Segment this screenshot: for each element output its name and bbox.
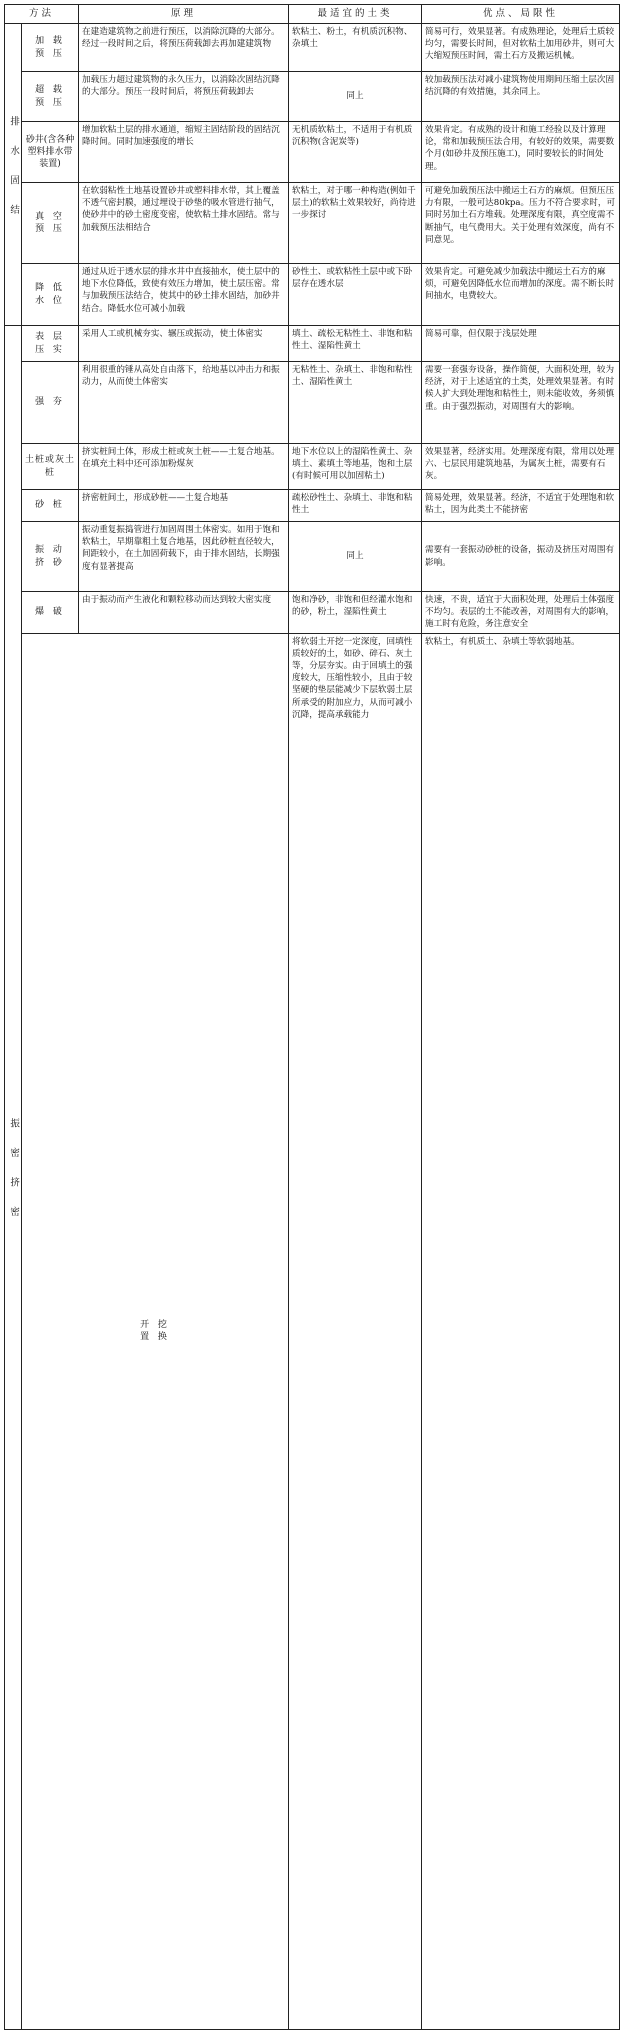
principle-cell: 在软弱粘性土地基设置砂井或塑料排水带，其上覆盖不透气密封膜，通过埋设于砂垫的吸水管进行抽气，使砂井中的砂土密度变密，使软粘土排水固结。常与加载预压法相结合 [79, 183, 289, 264]
method-cell [22, 24, 79, 72]
method-cell [22, 633, 289, 2029]
method-name-bottom: 预 压 [35, 48, 65, 59]
soil-cell: 软粘土，有机质土、杂填土等软弱地基。 [422, 633, 620, 2029]
method-name-top: 降 低 [35, 283, 65, 294]
table-row [5, 72, 620, 122]
method-name-bottom: 挤 砂 [35, 557, 65, 568]
method-name-top: 爆 破 [35, 607, 65, 618]
soil-cell: 填土、疏松无粘性土、非饱和粘性土、湿陷性黄土 [289, 326, 422, 362]
table-row [5, 522, 620, 592]
soil-cell: 地下水位以上的湿陷性黄土、杂填土、素填土等地基，饱和土层(有时候可用以加固粘土) [289, 444, 422, 490]
foundation-treatment-table [4, 4, 620, 2030]
table-row [5, 264, 620, 326]
header-row [5, 5, 620, 24]
principle-cell: 挤实桩间土体，形成土桩或灰土桩——土复合地基。在填充土料中还可添加粉煤灰 [79, 444, 289, 490]
merits-cell: 简易可行，效果显著。有成熟理论，处理后土质较均匀，需要长时间，但对软粘土加用砂井，则可大大缩短预压时间，需土石方及搬运机械。 [422, 24, 620, 72]
principle-cell: 采用人工或机械夯实、辗压或振动，使土体密实 [79, 326, 289, 362]
principle-cell: 由于振动而产生液化和颗粒移动而达到较大密实度 [79, 592, 289, 634]
merits-cell: 快速，不贵，适宜于大面积处理，处理后土体强度不均匀。表层的土不能改善，对周围有大的影响，施工时有危险，务注意安全 [422, 592, 620, 634]
principle-cell: 在建造建筑物之前进行预压，以消除沉降的大部分。经过一段时间之后，将预压荷载卸去再加建建筑物 [79, 24, 289, 72]
method-name-top: 砂井(含各种塑料排水带装置) [25, 134, 75, 170]
principle-cell: 振动重复振捣管进行加固周围土体密实。如用于饱和软粘土，早期靠粗土复合地基，因此砂桩直径较大，间距较小，在土加固荷载下，由于排水固结，长期强度有显著提高 [79, 522, 289, 592]
table-row [5, 444, 620, 490]
method-cell [22, 592, 79, 634]
merits-cell: 效果肯定。有成熟的设计和施工经验以及计算理论，常和加载预压法合用，有较好的效果，需要数个月(如砂井及预压施工)，同时要较长的时间处理。 [422, 122, 620, 183]
soil-cell: 软粘土、粉土，有机质沉积物、杂填土 [289, 24, 422, 72]
method-name-bottom: 预 压 [35, 224, 65, 234]
method-cell [22, 183, 79, 264]
table-row [5, 592, 620, 634]
principle-cell: 加载压力超过建筑物的永久压力，以消除次固结沉降的大部分。预压一段时间后，将预压荷载卸去 [79, 72, 289, 122]
method-name-top: 真 空 [35, 211, 65, 222]
merits-cell: 可避免加载预压法中搬运土石方的麻烦。但预压压力有限，一般可达80kpa。压力不符合要求时，可同时另加土石方堆载。处理深度有限，真空度需不断抽气，电气费用大。关于处理有效深度，尚有不同意见。 [422, 183, 620, 264]
table-row [5, 122, 620, 183]
method-name-top: 振 动 [35, 545, 65, 556]
table-row [5, 183, 620, 264]
group-label-drainage: 排水固结 [5, 24, 22, 326]
merits-cell: 需要有一套振动砂桩的设备，振动及挤压对周围有影响。 [422, 522, 620, 592]
header-method: 方法 [5, 5, 79, 24]
principle-cell: 通过从近于透水层的排水井中直接抽水，使土层中的地下水位降低，致使有效压力增加，使土层压密。常与加载预压法结合，使其中的砂土排水固结，加砂井结合。降低水位可减小加载 [79, 264, 289, 326]
method-name-top: 加 载 [35, 36, 65, 47]
soil-cell: 同上 [289, 522, 422, 592]
method-cell [22, 522, 79, 592]
soil-cell: 同上 [289, 72, 422, 122]
method-cell [22, 326, 79, 362]
table-row [5, 362, 620, 444]
merits-cell: 较加载预压法对减小建筑物使用期间压缩土层次固结沉降的有效措施，其余同上。 [422, 72, 620, 122]
method-name-bottom: 压 实 [35, 344, 65, 355]
merits-cell: 效果肯定。可避免减少加载法中搬运土石方的麻烦，可避免因降低水位而增加的深度。需不断长时间抽水，电费较大。 [422, 264, 620, 326]
soil-cell: 疏松砂性土、杂填土、非饱和粘性土 [289, 490, 422, 522]
header-soil: 最适宜的土类 [289, 5, 422, 24]
method-name-top: 土桩或灰土桩 [25, 455, 76, 478]
soil-cell: 软粘土，对于哪一种构造(例如千层土)的软粘土效果较好，尚待进一步探讨 [289, 183, 422, 264]
principle-cell: 利用很重的锤从高处自由落下，给地基以冲击力和振动力，从而使土体密实 [79, 362, 289, 444]
group-label-compaction: 振密挤密 [5, 326, 22, 2030]
method-cell [22, 122, 79, 183]
method-name-top: 超 载 [35, 85, 65, 96]
header-merits: 优点、局限性 [422, 5, 620, 24]
soil-cell: 无机质软粘土，不适用于有机质沉积物(含泥炭等) [289, 122, 422, 183]
method-name-top: 强 夯 [35, 397, 65, 408]
merits-cell: 效果显著，经济实用。处理深度有限，常用以处理六、七层民用建筑地基，为属灰土桩，需要有石灰。 [422, 444, 620, 490]
method-cell [22, 362, 79, 444]
table-row [5, 490, 620, 522]
principle-cell: 挤密桩间土，形成砂桩——土复合地基 [79, 490, 289, 522]
header-principle: 原理 [79, 5, 289, 24]
method-name-bottom: 水 位 [35, 295, 65, 306]
merits-cell: 简易处理，效果显著。经济，不适宜于处理饱和软粘土，因为此类土不能挤密 [422, 490, 620, 522]
table-row [5, 633, 620, 2029]
method-cell [22, 444, 79, 490]
method-name-top: 砂 桩 [35, 500, 65, 511]
soil-cell: 无粘性土、杂填土、非饱和粘性土、湿陷性黄土 [289, 362, 422, 444]
table-row [5, 24, 620, 72]
method-name-bottom: 预 压 [35, 97, 65, 108]
method-cell [22, 490, 79, 522]
soil-cell: 饱和净砂，非饱和但经灌水饱和的砂，粉土，湿陷性黄土 [289, 592, 422, 634]
principle-cell: 增加软粘土层的排水通道，缩短主固结阶段的固结沉降时间。同时加速强度的增长 [79, 122, 289, 183]
method-name-top: 表 层 [35, 332, 65, 343]
merits-cell: 简易可靠，但仅限于浅层处理 [422, 326, 620, 362]
table-row [5, 326, 620, 362]
method-name-bottom: 置 换 [140, 1332, 170, 1343]
method-cell [22, 264, 79, 326]
method-cell [22, 72, 79, 122]
soil-cell: 砂性土、或软粘性土层中或下卧层存在透水层 [289, 264, 422, 326]
principle-cell: 将软弱土开挖一定深度，回填性质较好的土，如砂、碎石、灰土等，分层夯实。由于回填土的强度较大，压缩性较小，且由于较坚硬的垫层能减少下层软弱土层所承受的附加应力，从而可减小沉降，提高承载能力 [289, 633, 422, 2029]
method-name-top: 开 挖 [140, 1319, 170, 1330]
merits-cell: 需要一套强夯设备，操作简便，大面积处理，较为经济，对于上述适宜的土类，处理效果显著。有时候人扩大到处理饱和粘性土，则未能收效，务须慎重。由于强烈振动，对周围有大的影响。 [422, 362, 620, 444]
